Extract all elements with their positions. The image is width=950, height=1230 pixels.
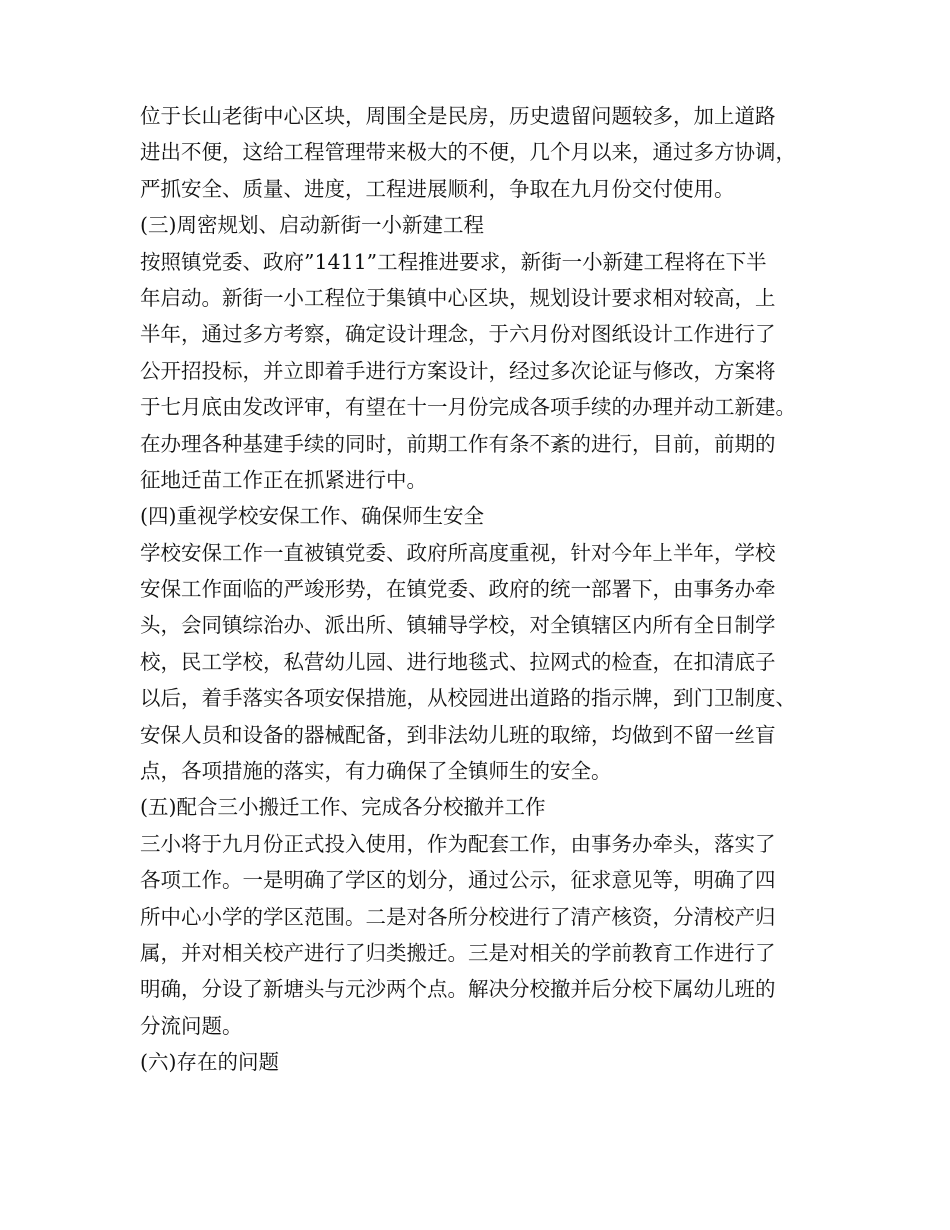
paragraph-line: 学校安保工作一直被镇党委、政府所高度重视，针对今年上半年，学校 [140, 540, 776, 565]
paragraph-line: 进出不便，这给工程管理带来极大的不便，几个月以来，通过多方协调， [140, 140, 796, 165]
paragraph-line: 明确，分设了新塘头与元沙两个点。解决分校撤并后分校下属幼儿班的 [140, 977, 776, 1002]
paragraph-line: 安保人员和设备的器械配备，到非法幼儿班的取缔，均做到不留一丝盲 [140, 722, 776, 747]
section-heading-4: (四)重视学校安保工作、确保师生安全 [140, 504, 484, 529]
body-text [140, 98, 840, 1081]
paragraph-line: 严抓安全、质量、进度，工程进展顺利，争取在九月份交付使用。 [140, 176, 735, 201]
paragraph-line: 所中心小学的学区范围。二是对各所分校进行了清产核资，分清校产归 [140, 904, 776, 929]
paragraph-line: 安保工作面临的严竣形势，在镇党委、政府的统一部署下，由事务办牵 [140, 577, 776, 602]
paragraph-line: 年启动。新街一小工程位于集镇中心区块，规划设计要求相对较高，上 [140, 285, 776, 310]
paragraph-line: 分流问题。 [140, 1013, 243, 1038]
paragraph-line: 公开招投标，并立即着手进行方案设计，经过多次论证与修改，方案将 [140, 358, 776, 383]
section-heading-6: (六)存在的问题 [140, 1050, 279, 1075]
paragraph-line: 头，会同镇综治办、派出所、镇辅导学校，对全镇辖区内所有全日制学 [140, 613, 776, 638]
paragraph-line: 征地迁苗工作正在抓紧进行中。 [140, 467, 427, 492]
paragraph-line: 三小将于九月份正式投入使用，作为配套工作，由事务办牵头，落实了 [140, 831, 776, 856]
paragraph-line: 按照镇党委、政府”1411”工程推进要求，新街一小新建工程将在下半 [140, 249, 767, 274]
paragraph-line: 在办理各种基建手续的同时，前期工作有条不紊的进行，目前，前期的 [140, 431, 776, 456]
section-heading-5: (五)配合三小搬迁工作、完成各分校撤并工作 [140, 795, 546, 820]
paragraph-line: 属，并对相关校产进行了归类搬迁。三是对相关的学前教育工作进行了 [140, 940, 776, 965]
paragraph-line: 点，各项措施的落实，有力确保了全镇师生的安全。 [140, 759, 612, 784]
section-heading-3: (三)周密规划、启动新街一小新建工程 [140, 213, 484, 238]
paragraph-line: 校，民工学校，私营幼儿园、进行地毯式、拉网式的检查，在扣清底子 [140, 649, 776, 674]
paragraph-line: 于七月底由发改评审，有望在十一月份完成各项手续的办理并动工新建。 [140, 395, 796, 420]
paragraph-line: 以后，着手落实各项安保措施，从校园进出道路的指示牌，到门卫制度、 [140, 686, 796, 711]
paragraph-line: 各项工作。一是明确了学区的划分，通过公示，征求意见等，明确了四 [140, 868, 776, 893]
paragraph-line: 位于长山老街中心区块，周围全是民房，历史遗留问题较多，加上道路 [140, 104, 776, 128]
paragraph-line: 半年，通过多方考察，确定设计理念，于六月份对图纸设计工作进行了 [140, 322, 776, 347]
